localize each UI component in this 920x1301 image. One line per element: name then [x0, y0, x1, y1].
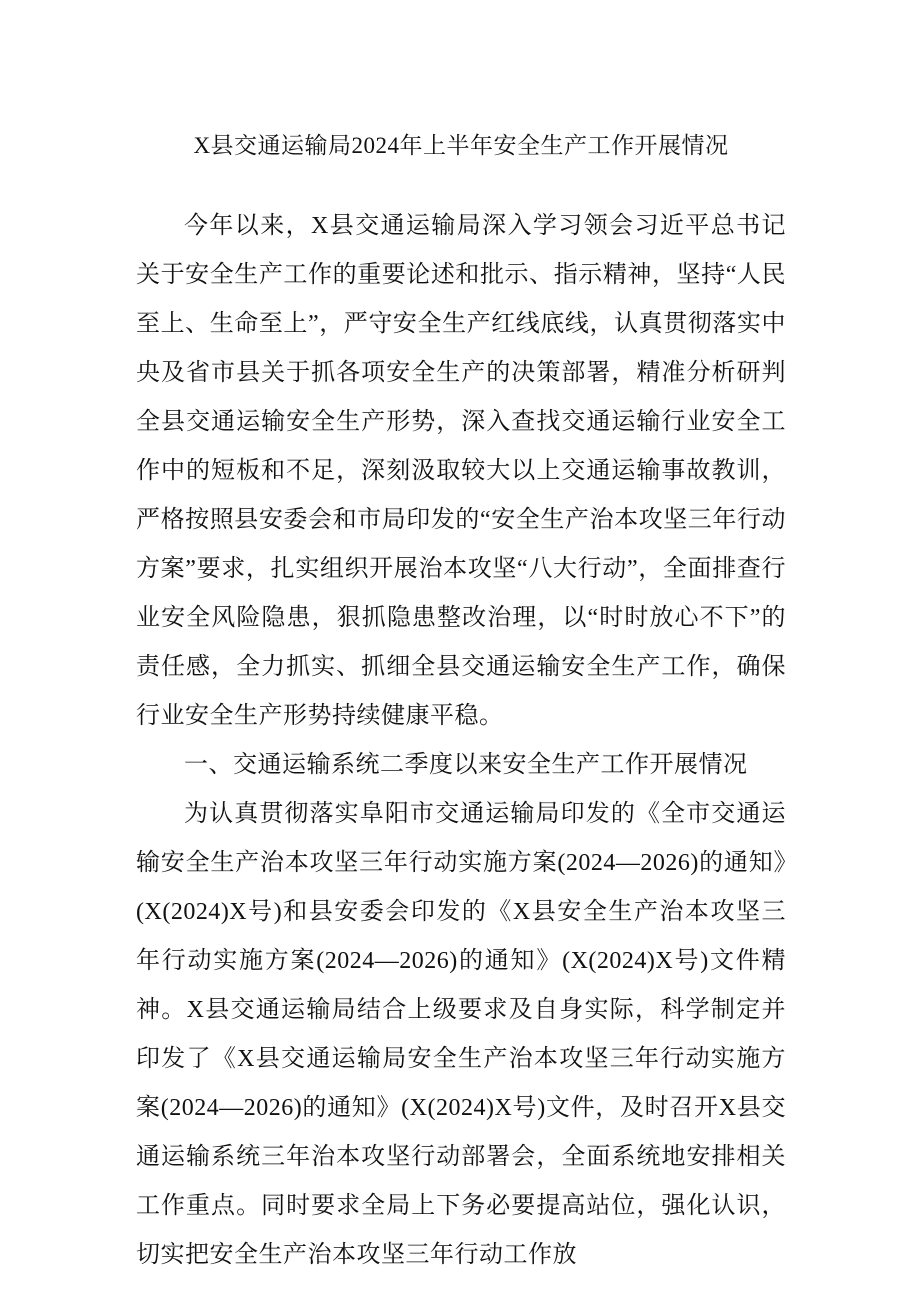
paragraph-section-1-body: 为认真贯彻落实阜阳市交通运输局印发的《全市交通运输安全生产治本攻坚三年行动实施方案(2024—2026)的通知》(X(2024)X号)和县安委会印发的《X县安全生产治本攻坚三年行动实施方案(2024—2026)的通知》(X(2024)X号)文件精神。X县交通运输局结合上级要求及自身实际，科学制定并印发了《X县交通运输局安全生产治本攻坚三年行动实施方案(2024—2026)的通知》(X(2024)X号)文件，及时召开X县交通运输系统三年治本攻坚行动部署会，全面系统地安排相关工作重点。同时要求全局上下务必要提高站位，强化认识，切实把安全生产治本攻坚三年行动工作放: [136, 801, 786, 1268]
paragraph-intro: 今年以来，X县交通运输局深入学习领会习近平总书记关于安全生产工作的重要论述和批示、指示精神，坚持“人民至上、生命至上”，严守安全生产红线底线，认真贯彻落实中央及省市县关于抓各项安全生产的决策部署，精准分析研判全县交通运输安全生产形势，深入查找交通运输行业安全工作中的短板和不足，深刻汲取较大以上交通运输事故教训，严格按照县安委会和市局印发的“安全生产治本攻坚三年行动方案”要求，扎实组织开展治本攻坚“八大行动”，全面排查行业安全风险隐患，狠抓隐患整改治理，以“时时放心不下”的责任感，全力抓实、抓细全县交通运输安全生产工作，确保行业安全生产形势持续健康平稳。: [136, 213, 786, 729]
section-heading-1: 一、交通运输系统二季度以来安全生产工作开展情况: [184, 752, 748, 778]
document-title: X县交通运输局2024年上半年安全生产工作开展情况: [193, 133, 729, 158]
